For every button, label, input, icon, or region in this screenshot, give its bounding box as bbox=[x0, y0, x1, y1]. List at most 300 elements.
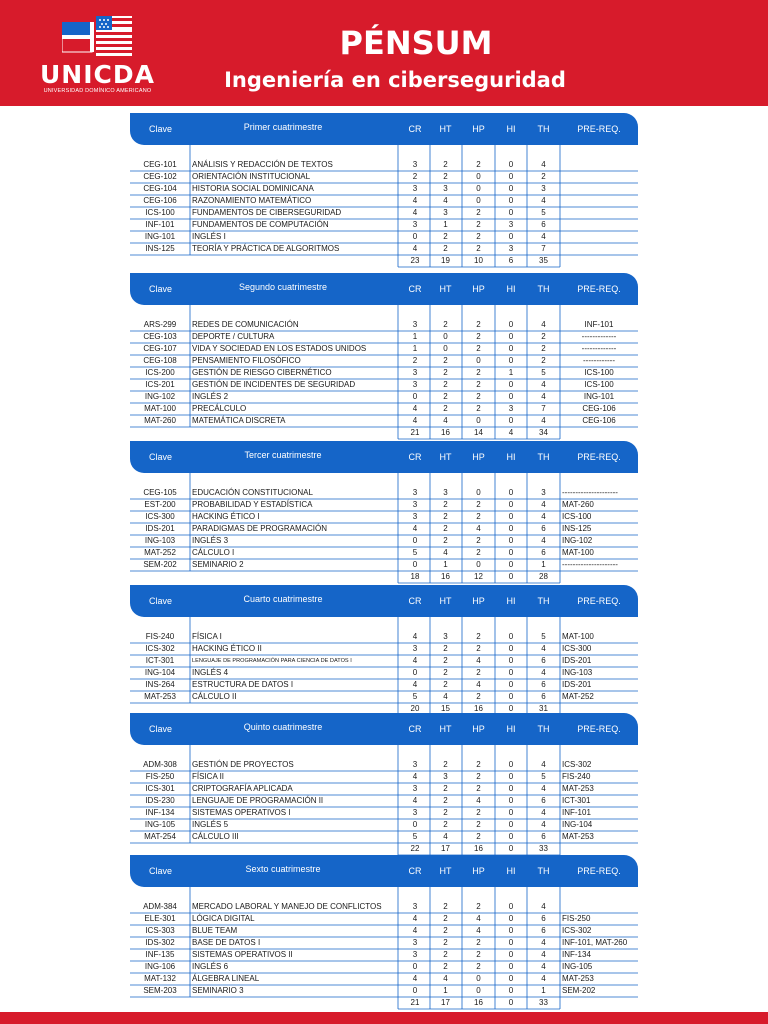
column-header-clave: Clave bbox=[149, 124, 173, 134]
course-code: ARS-299 bbox=[143, 320, 177, 329]
course-prereq: ICS-100 bbox=[562, 512, 592, 521]
course-code: FIS-240 bbox=[145, 632, 175, 641]
course-th: 4 bbox=[541, 820, 546, 829]
course-prereq: MAT-252 bbox=[562, 692, 594, 701]
course-ht: 4 bbox=[443, 692, 448, 701]
course-cr: 4 bbox=[412, 974, 418, 983]
column-header-th: TH bbox=[537, 866, 550, 876]
table-row bbox=[130, 795, 638, 807]
course-code: INF-101 bbox=[145, 220, 175, 229]
course-cr: 0 bbox=[412, 392, 418, 401]
course-hp: 2 bbox=[476, 772, 481, 781]
course-hp: 4 bbox=[476, 680, 481, 689]
term-body bbox=[130, 887, 638, 1011]
column-header-prereq: PRE-REQ. bbox=[577, 124, 621, 134]
course-name: MERCADO LABORAL Y MANEJO DE CONFLICTOS bbox=[192, 902, 382, 911]
course-hp: 4 bbox=[476, 926, 481, 935]
course-hp: 2 bbox=[476, 332, 481, 341]
column-header-cr: CR bbox=[408, 452, 422, 462]
course-hp: 2 bbox=[476, 692, 481, 701]
column-header-th: TH bbox=[537, 284, 550, 294]
course-cr: 3 bbox=[412, 760, 418, 769]
course-name: TEORÍA Y PRÁCTICA DE ALGORITMOS bbox=[192, 244, 340, 253]
total-hi: 6 bbox=[508, 256, 514, 265]
course-name: RAZONAMIENTO MATEMÁTICO bbox=[192, 196, 312, 205]
course-name: FÍSICA I bbox=[192, 632, 222, 641]
course-hp: 2 bbox=[476, 832, 481, 841]
course-hp: 2 bbox=[476, 220, 481, 229]
course-hp: 2 bbox=[476, 808, 481, 817]
course-cr: 1 bbox=[412, 332, 418, 341]
course-name: REDES DE COMUNICACIÓN bbox=[192, 320, 299, 329]
table-row bbox=[130, 973, 638, 985]
column-header-prereq: PRE-REQ. bbox=[577, 284, 621, 294]
course-code: ICS-300 bbox=[145, 512, 175, 521]
course-hi: 0 bbox=[508, 332, 514, 341]
course-name: SISTEMAS OPERATIVOS I bbox=[192, 808, 291, 817]
term-body bbox=[130, 617, 638, 717]
course-th: 1 bbox=[541, 986, 546, 995]
table-row bbox=[130, 207, 638, 219]
course-cr: 4 bbox=[412, 524, 418, 533]
course-hi: 0 bbox=[508, 926, 514, 935]
column-header-prereq: PRE-REQ. bbox=[577, 724, 621, 734]
table-row bbox=[130, 231, 638, 243]
course-prereq: MAT-253 bbox=[562, 832, 594, 841]
course-hp: 2 bbox=[476, 404, 481, 413]
course-code: IDS-230 bbox=[145, 796, 175, 805]
course-hi: 3 bbox=[508, 220, 514, 229]
column-header-ht: HT bbox=[439, 452, 452, 462]
flag-logo-icon bbox=[62, 16, 132, 58]
course-ht: 0 bbox=[443, 332, 448, 341]
course-hi: 0 bbox=[508, 560, 514, 569]
course-th: 2 bbox=[541, 172, 546, 181]
course-ht: 2 bbox=[443, 926, 448, 935]
course-hp: 2 bbox=[476, 668, 481, 677]
course-th: 4 bbox=[541, 950, 546, 959]
total-cr: 21 bbox=[410, 998, 420, 1007]
course-hp: 4 bbox=[476, 914, 481, 923]
term-header-bar bbox=[130, 273, 638, 305]
course-name: INGLÉS 6 bbox=[192, 962, 229, 971]
course-ht: 2 bbox=[443, 902, 448, 911]
course-ht: 3 bbox=[443, 184, 448, 193]
total-hi: 0 bbox=[508, 572, 514, 581]
course-ht: 3 bbox=[443, 208, 448, 217]
course-ht: 2 bbox=[443, 938, 448, 947]
course-name: GESTIÓN DE PROYECTOS bbox=[192, 760, 294, 769]
course-cr: 0 bbox=[412, 962, 418, 971]
course-name: PARADIGMAS DE PROGRAMACIÓN bbox=[192, 524, 327, 533]
course-hp: 2 bbox=[476, 632, 481, 641]
course-code: ING-105 bbox=[144, 820, 176, 829]
column-header-cr: CR bbox=[408, 866, 422, 876]
course-rows bbox=[130, 159, 638, 255]
course-hp: 2 bbox=[476, 320, 481, 329]
course-hp: 2 bbox=[476, 962, 481, 971]
course-prereq: ------------ bbox=[583, 356, 615, 365]
table-row bbox=[130, 925, 638, 937]
table-row bbox=[130, 655, 638, 667]
course-hp: 0 bbox=[476, 488, 481, 497]
course-cr: 4 bbox=[412, 244, 418, 253]
table-row bbox=[130, 331, 638, 343]
course-hp: 2 bbox=[476, 368, 481, 377]
course-hp: 2 bbox=[476, 938, 481, 947]
term-title: Tercer cuatrimestre bbox=[244, 450, 322, 460]
course-hp: 0 bbox=[476, 416, 481, 425]
course-th: 4 bbox=[541, 760, 546, 769]
table-row bbox=[130, 523, 638, 535]
course-ht: 2 bbox=[443, 380, 448, 389]
course-ht: 2 bbox=[443, 512, 448, 521]
term-table bbox=[130, 113, 638, 269]
column-header-hp: HP bbox=[472, 724, 485, 734]
totals-row bbox=[130, 843, 638, 855]
course-ht: 2 bbox=[443, 644, 448, 653]
course-hi: 0 bbox=[508, 184, 514, 193]
term-table bbox=[130, 855, 638, 1011]
unicda-logo bbox=[40, 16, 155, 98]
course-ht: 2 bbox=[443, 500, 448, 509]
course-th: 4 bbox=[541, 512, 546, 521]
course-cr: 5 bbox=[412, 832, 418, 841]
course-code: SEM-202 bbox=[143, 560, 177, 569]
course-name: SISTEMAS OPERATIVOS II bbox=[192, 950, 293, 959]
course-hi: 0 bbox=[508, 974, 514, 983]
course-name: INGLÉS I bbox=[192, 232, 226, 241]
course-hp: 2 bbox=[476, 392, 481, 401]
logo-text: UNICDA bbox=[40, 60, 155, 89]
course-hi: 0 bbox=[508, 208, 514, 217]
table-row bbox=[130, 391, 638, 403]
course-code: MAT-254 bbox=[144, 832, 176, 841]
table-row bbox=[130, 643, 638, 655]
course-ht: 1 bbox=[443, 986, 448, 995]
course-prereq: ICS-300 bbox=[562, 644, 592, 653]
course-cr: 3 bbox=[412, 320, 418, 329]
course-cr: 4 bbox=[412, 196, 418, 205]
course-hp: 0 bbox=[476, 560, 481, 569]
course-hi: 0 bbox=[508, 938, 514, 947]
course-ht: 4 bbox=[443, 416, 448, 425]
course-name: ORIENTACIÓN INSTITUCIONAL bbox=[192, 172, 311, 181]
course-ht: 4 bbox=[443, 548, 448, 557]
course-hi: 0 bbox=[508, 196, 514, 205]
course-code: INS-264 bbox=[145, 680, 175, 689]
course-prereq: ING-104 bbox=[562, 820, 593, 829]
course-name: CÁLCULO I bbox=[192, 548, 235, 557]
course-hp: 0 bbox=[476, 196, 481, 205]
course-th: 6 bbox=[541, 914, 546, 923]
course-code: MAT-100 bbox=[144, 404, 176, 413]
course-hi: 0 bbox=[508, 320, 514, 329]
course-hp: 2 bbox=[476, 500, 481, 509]
table-row bbox=[130, 219, 638, 231]
course-ht: 1 bbox=[443, 220, 448, 229]
course-name: INGLÉS 2 bbox=[192, 392, 229, 401]
course-prereq: ------------- bbox=[581, 344, 617, 353]
total-hi: 4 bbox=[508, 428, 514, 437]
table-row bbox=[130, 937, 638, 949]
course-code: ING-103 bbox=[144, 536, 176, 545]
table-row bbox=[130, 949, 638, 961]
course-cr: 4 bbox=[412, 656, 418, 665]
course-th: 2 bbox=[541, 344, 546, 353]
course-hp: 2 bbox=[476, 536, 481, 545]
course-cr: 0 bbox=[412, 668, 418, 677]
column-header-prereq: PRE-REQ. bbox=[577, 596, 621, 606]
course-hi: 0 bbox=[508, 160, 514, 169]
course-hi: 0 bbox=[508, 914, 514, 923]
total-th: 31 bbox=[539, 704, 548, 713]
term-title: Segundo cuatrimestre bbox=[238, 282, 328, 292]
course-hp: 2 bbox=[476, 820, 481, 829]
course-hi: 0 bbox=[508, 680, 514, 689]
table-row bbox=[130, 667, 638, 679]
term-header-bar bbox=[130, 713, 638, 745]
course-code: ICS-303 bbox=[145, 926, 175, 935]
total-hi: 0 bbox=[508, 844, 514, 853]
course-cr: 4 bbox=[412, 404, 418, 413]
table-row bbox=[130, 415, 638, 427]
column-header-clave: Clave bbox=[149, 866, 173, 876]
course-th: 2 bbox=[541, 356, 546, 365]
course-name: LENGUAJE DE PROGRAMACIÓN PARA CIENCIA DE DATOS I bbox=[192, 658, 352, 664]
course-name: GESTIÓN DE RIESGO CIBERNÉTICO bbox=[192, 368, 332, 377]
course-hp: 0 bbox=[476, 356, 481, 365]
course-hi: 0 bbox=[508, 832, 514, 841]
course-hi: 0 bbox=[508, 950, 514, 959]
course-prereq: ING-102 bbox=[562, 536, 593, 545]
column-header-th: TH bbox=[537, 452, 550, 462]
course-cr: 4 bbox=[412, 772, 418, 781]
column-header-ht: HT bbox=[439, 866, 452, 876]
course-code: ADM-308 bbox=[143, 760, 177, 769]
course-code: SEM-203 bbox=[143, 986, 177, 995]
page-footer-bar bbox=[0, 1012, 768, 1024]
total-hp: 16 bbox=[474, 998, 483, 1007]
course-ht: 2 bbox=[443, 950, 448, 959]
course-cr: 3 bbox=[412, 220, 418, 229]
course-prereq: IDS-201 bbox=[562, 656, 592, 665]
total-cr: 22 bbox=[410, 844, 420, 853]
table-row bbox=[130, 183, 638, 195]
course-code: CEG-101 bbox=[143, 160, 177, 169]
course-code: CEG-104 bbox=[143, 184, 177, 193]
table-row bbox=[130, 535, 638, 547]
term-title: Quinto cuatrimestre bbox=[243, 722, 323, 732]
column-header-hi: HI bbox=[506, 124, 516, 134]
course-hi: 0 bbox=[508, 416, 514, 425]
total-cr: 21 bbox=[410, 428, 420, 437]
course-th: 5 bbox=[541, 368, 546, 377]
course-ht: 2 bbox=[443, 232, 448, 241]
course-name: PENSAMIENTO FILOSÓFICO bbox=[192, 356, 301, 365]
course-th: 4 bbox=[541, 668, 546, 677]
course-name: INGLÉS 4 bbox=[192, 668, 229, 677]
course-code: ING-104 bbox=[144, 668, 176, 677]
course-rows bbox=[130, 487, 638, 571]
course-ht: 2 bbox=[443, 404, 448, 413]
course-hp: 2 bbox=[476, 232, 481, 241]
course-code: ING-102 bbox=[144, 392, 176, 401]
column-header-cr: CR bbox=[408, 724, 422, 734]
total-hp: 16 bbox=[474, 844, 483, 853]
course-th: 4 bbox=[541, 232, 546, 241]
course-name: FUNDAMENTOS DE COMPUTACIÓN bbox=[192, 220, 329, 229]
total-th: 35 bbox=[539, 256, 548, 265]
course-hi: 0 bbox=[508, 392, 514, 401]
course-th: 2 bbox=[541, 332, 546, 341]
course-hi: 0 bbox=[508, 796, 514, 805]
column-header-hp: HP bbox=[472, 866, 485, 876]
column-header-hi: HI bbox=[506, 284, 516, 294]
course-prereq: IDS-201 bbox=[562, 680, 592, 689]
course-cr: 4 bbox=[412, 796, 418, 805]
course-hi: 0 bbox=[508, 644, 514, 653]
course-hp: 2 bbox=[476, 784, 481, 793]
course-cr: 0 bbox=[412, 986, 418, 995]
course-prereq: ICS-100 bbox=[584, 380, 614, 389]
course-prereq: INF-134 bbox=[562, 950, 591, 959]
column-header-clave: Clave bbox=[149, 596, 173, 606]
term-header-bar bbox=[130, 585, 638, 617]
course-th: 4 bbox=[541, 808, 546, 817]
course-ht: 2 bbox=[443, 820, 448, 829]
total-hp: 14 bbox=[474, 428, 483, 437]
column-header-th: TH bbox=[537, 124, 550, 134]
course-prereq: FIS-250 bbox=[562, 914, 591, 923]
course-cr: 4 bbox=[412, 680, 418, 689]
column-header-clave: Clave bbox=[149, 452, 173, 462]
column-header-hi: HI bbox=[506, 724, 516, 734]
course-th: 6 bbox=[541, 832, 546, 841]
course-code: MAT-260 bbox=[144, 416, 176, 425]
course-code: MAT-253 bbox=[144, 692, 176, 701]
course-hp: 4 bbox=[476, 656, 481, 665]
course-th: 7 bbox=[541, 404, 546, 413]
column-header-ht: HT bbox=[439, 596, 452, 606]
course-hi: 0 bbox=[508, 356, 514, 365]
course-code: CEG-103 bbox=[143, 332, 177, 341]
course-cr: 3 bbox=[412, 950, 418, 959]
course-th: 6 bbox=[541, 692, 546, 701]
course-cr: 4 bbox=[412, 416, 418, 425]
table-row bbox=[130, 831, 638, 843]
total-hi: 0 bbox=[508, 998, 514, 1007]
course-name: PRECÁLCULO bbox=[192, 404, 247, 413]
course-hi: 0 bbox=[508, 760, 514, 769]
course-cr: 3 bbox=[412, 938, 418, 947]
total-ht: 19 bbox=[441, 256, 450, 265]
course-ht: 2 bbox=[443, 668, 448, 677]
course-code: CEG-105 bbox=[143, 488, 177, 497]
table-row bbox=[130, 343, 638, 355]
course-th: 4 bbox=[541, 644, 546, 653]
column-header-ht: HT bbox=[439, 284, 452, 294]
course-cr: 2 bbox=[412, 356, 418, 365]
total-th: 33 bbox=[539, 844, 548, 853]
course-cr: 3 bbox=[412, 488, 418, 497]
course-hp: 4 bbox=[476, 524, 481, 533]
course-name: VIDA Y SOCIEDAD EN LOS ESTADOS UNIDOS bbox=[192, 344, 367, 353]
course-th: 4 bbox=[541, 784, 546, 793]
total-cr: 18 bbox=[410, 572, 420, 581]
course-name: BLUE TEAM bbox=[192, 926, 238, 935]
course-ht: 3 bbox=[443, 632, 448, 641]
course-code: ICS-100 bbox=[145, 208, 175, 217]
course-rows bbox=[130, 901, 638, 997]
column-header-clave: Clave bbox=[149, 284, 173, 294]
term-header-bar bbox=[130, 441, 638, 473]
course-cr: 2 bbox=[412, 172, 418, 181]
totals-row bbox=[130, 255, 638, 267]
course-th: 4 bbox=[541, 974, 546, 983]
course-ht: 2 bbox=[443, 524, 448, 533]
course-code: IDS-302 bbox=[145, 938, 175, 947]
table-row bbox=[130, 783, 638, 795]
course-cr: 3 bbox=[412, 808, 418, 817]
table-row bbox=[130, 985, 638, 997]
term-title: Primer cuatrimestre bbox=[243, 122, 323, 132]
table-row bbox=[130, 403, 638, 415]
course-cr: 4 bbox=[412, 632, 418, 641]
course-name: DEPORTE / CULTURA bbox=[192, 332, 275, 341]
course-name: HACKING ÉTICO I bbox=[192, 512, 260, 521]
term-table bbox=[130, 585, 638, 717]
course-name: PROBABILIDAD Y ESTADÍSTICA bbox=[192, 500, 313, 509]
total-ht: 16 bbox=[441, 572, 450, 581]
table-row bbox=[130, 487, 638, 499]
course-code: ELE-301 bbox=[144, 914, 176, 923]
total-hp: 12 bbox=[474, 572, 483, 581]
course-ht: 2 bbox=[443, 536, 448, 545]
course-code: CEG-108 bbox=[143, 356, 177, 365]
course-name: FUNDAMENTOS DE CIBERSEGURIDAD bbox=[192, 208, 342, 217]
course-hi: 0 bbox=[508, 536, 514, 545]
column-header-th: TH bbox=[537, 724, 550, 734]
course-hp: 0 bbox=[476, 172, 481, 181]
course-hp: 2 bbox=[476, 380, 481, 389]
course-code: CEG-106 bbox=[143, 196, 177, 205]
course-th: 5 bbox=[541, 632, 546, 641]
course-th: 6 bbox=[541, 796, 546, 805]
course-prereq: MAT-260 bbox=[562, 500, 594, 509]
course-th: 6 bbox=[541, 548, 546, 557]
table-row bbox=[130, 367, 638, 379]
course-prereq: ING-105 bbox=[562, 962, 593, 971]
course-th: 4 bbox=[541, 416, 546, 425]
term-title: Sexto cuatrimestre bbox=[245, 864, 321, 874]
course-name: INGLÉS 5 bbox=[192, 820, 229, 829]
course-th: 3 bbox=[541, 184, 546, 193]
course-ht: 2 bbox=[443, 808, 448, 817]
term-body bbox=[130, 305, 638, 441]
course-prereq: CEG-106 bbox=[582, 416, 616, 425]
course-code: MAT-252 bbox=[144, 548, 176, 557]
page-title: PÉNSUM bbox=[339, 24, 493, 62]
course-ht: 2 bbox=[443, 244, 448, 253]
table-row bbox=[130, 691, 638, 703]
course-hi: 3 bbox=[508, 404, 514, 413]
course-name: SEMINARIO 2 bbox=[192, 560, 244, 569]
course-hp: 2 bbox=[476, 344, 481, 353]
course-ht: 2 bbox=[443, 160, 448, 169]
course-prereq: MAT-100 bbox=[562, 632, 594, 641]
course-ht: 2 bbox=[443, 914, 448, 923]
